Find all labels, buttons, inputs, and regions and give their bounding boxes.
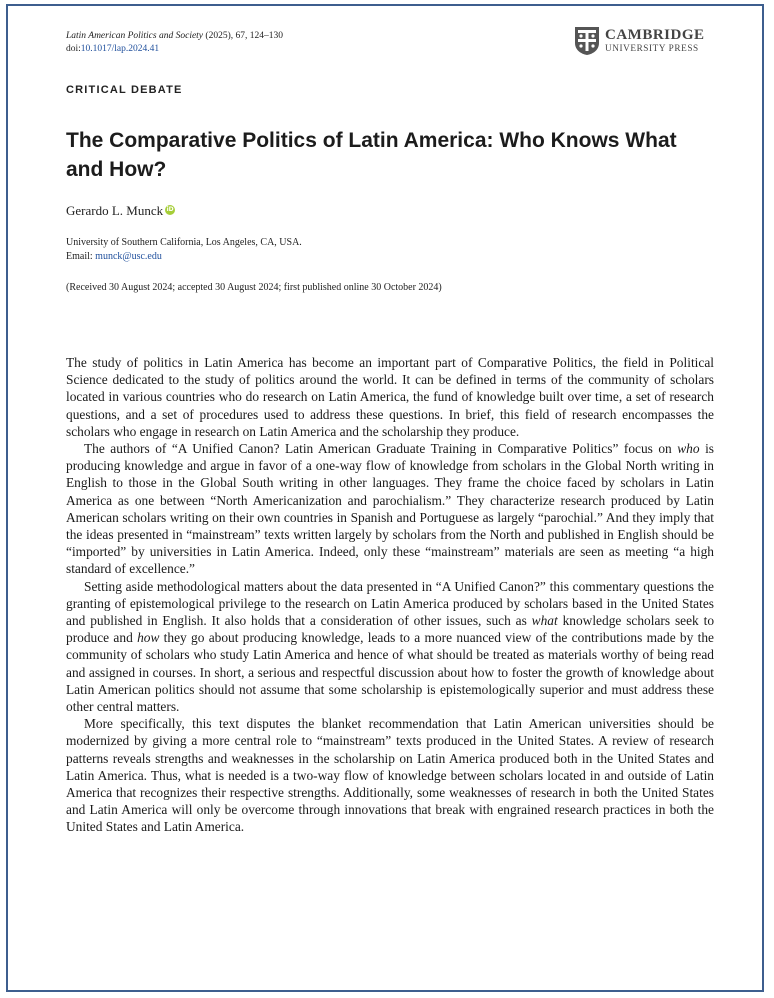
paragraph-3-emphasis-2: how [137,630,160,646]
email-label: Email: [66,251,96,262]
publisher-name-line1: CAMBRIDGE [605,27,705,44]
paragraph-2-text-b: is producing knowledge and argue in favor of a one-way flow of knowledge from scholars in the Global North writing in English to those in the Global South writing in other languages. They frame the choice faced by scholars in Latin America as one between “North Americanization and parochialism.” They characterize research produced by Latin American scholars writing on their own countries in Spanish and Portuguese as largely “parochial.” And they imply that the ideas presented in “mainstream” texts written largely by scholars from the North and published in English should be “imported” by universities in Latin America. Indeed, only these “mainstream” materials are seen as meeting “a high standard of excellence.” [66,441,714,577]
paragraph-3-emphasis-1: what [531,613,558,629]
author-name[interactable]: Gerardo L. Munck [66,203,164,218]
publisher-logo[interactable] [574,26,705,56]
journal-name: Latin American Politics and Society [66,31,204,41]
article-body [66,354,714,836]
publisher-name [605,28,705,53]
publisher-name-line2: UNIVERSITY PRESS [605,43,699,54]
author-line [66,203,175,219]
doi-link[interactable]: 10.1017/lap.2024.41 [80,44,160,54]
article-title: The Comparative Politics of Latin America: Who Knows What and How? [66,129,677,181]
paragraph-2-emphasis: who [677,441,700,457]
section-label: CRITICAL DEBATE [66,84,183,96]
paragraph-3 [66,578,714,716]
paragraph-3-text-c: they go about producing knowledge, leads to a more nuanced view of the contributions made by the community of scholars who study Latin America and hence of what should be treated as materials worthy of being read and assigned in courses. In short, a serious and respectful discussion about how to foster the growth of knowledge about Latin American politics should not assume that some scholarship is epistemologically superior and must address these other central matters. [66,630,714,715]
journal-citation [66,30,283,56]
affiliation: University of Southern California, Los Angeles, CA, USA. [66,237,302,248]
journal-volume: (2025), 67, 124–130 [203,31,283,41]
affiliation-block [66,236,302,264]
paragraph-4: More specifically, this text disputes the blanket recommendation that Latin American universities should be modernized by giving a more central role to “mainstream” texts produced in the United States. A review of research patterns reveals strengths and weaknesses in the scholarship on Latin America produced both in the United States and Latin America. Thus, what is needed is a two-way flow of knowledge between scholars located in and outside of Latin America that recognizes their respective strengths. Additionally, some weaknesses of research in both the United States and Latin America will only be overcome through innovations that break with engrained research practices in both the United States and Latin America. [66,716,714,835]
paragraph-3-text-a: Setting aside methodological matters about the data presented in “A Unified Canon?” this commentary questions the granting of epistemological privilege to the research on Latin America produced by scholars based in the United States and published in English. It also holds that a consideration of other issues, such as [66,578,714,629]
paragraph-3-text-b: knowledge scholars seek to produce and [66,613,715,646]
email-link[interactable]: munck@usc.edu [95,251,162,262]
doi-label: doi: [66,44,81,54]
cambridge-shield-icon [574,26,600,56]
paragraph-2-text-a: The authors of “A Unified Canon? Latin American Graduate Training in Comparative Politics” focus on [84,441,678,457]
paragraph-2 [66,440,714,578]
paragraph-1: The study of politics in Latin America has become an important part of Comparative Politics, the field in Political Science dedicated to the study of politics around the world. It can be defined in terms of the community of scholars located in various countries who do research on Latin America, the fund of knowledge built over time, a set of research questions, and a set of procedures used to address these questions. In brief, this field of research encompasses the scholars who engage in research on Latin America and the scholarship they produce. [66,355,714,439]
orcid-icon[interactable]: iD [166,206,174,213]
publication-dates: (Received 30 August 2024; accepted 30 August 2024; first published online 30 October 2024) [66,282,442,293]
